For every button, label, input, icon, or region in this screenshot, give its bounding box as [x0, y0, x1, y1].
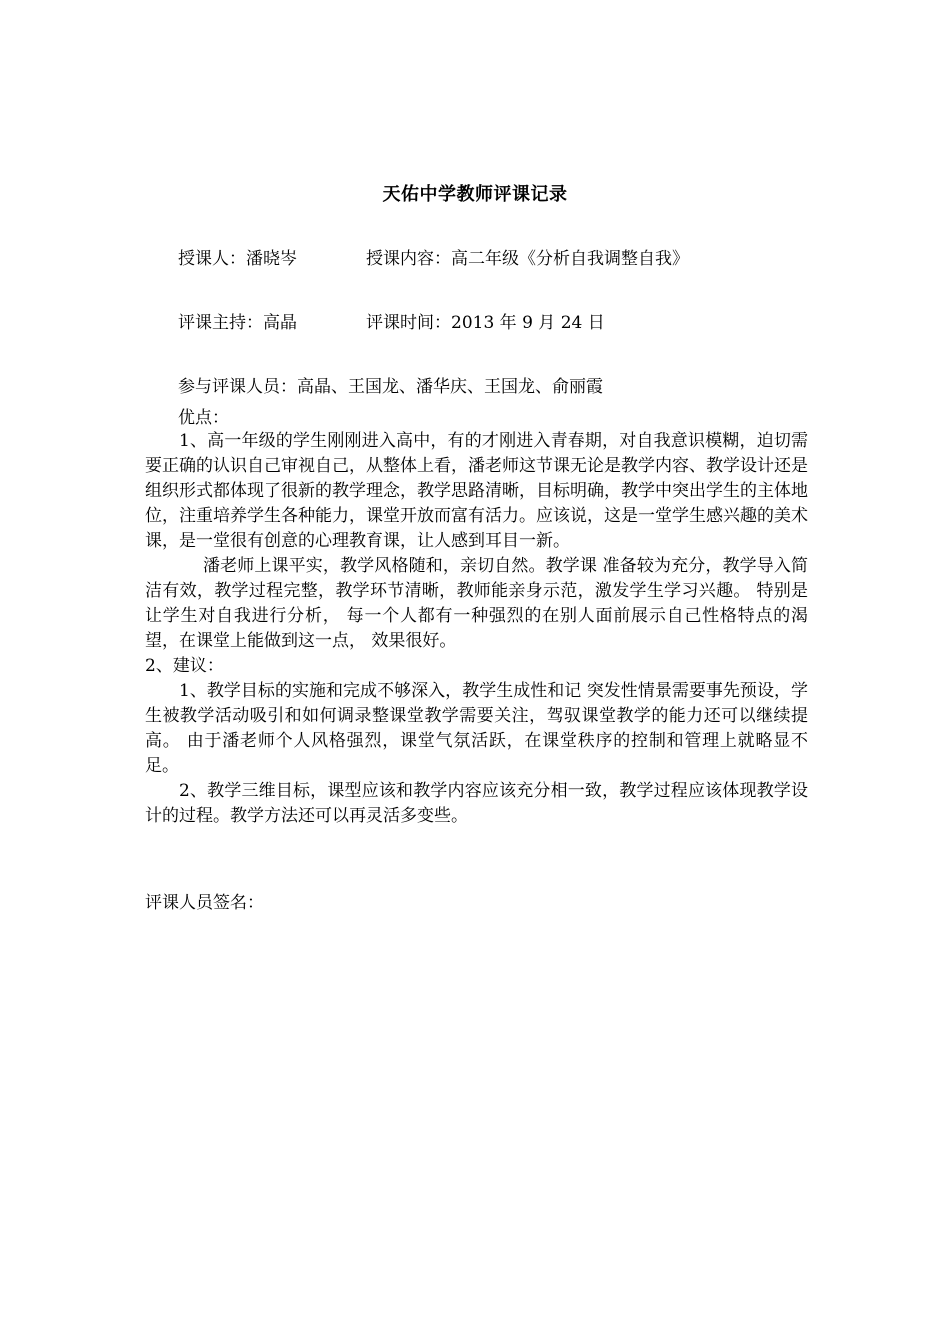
participants-label: 参与评课人员：高晶、王国龙、潘华庆、王国龙、俞丽霞	[178, 377, 603, 397]
host-label: 评课主持：高晶	[178, 313, 297, 333]
teacher-label: 授课人：潘晓岑	[178, 249, 297, 269]
strengths-heading: 优点：	[178, 408, 229, 428]
suggestions-paragraph-1: 1、教学目标的实施和完成不够深入，教学生成性和记 突发性情景需要事先预设，学生被教学活动吸引和如何调录整课堂教学需要关注，驾驭课堂教学的能力还可以继续提高。 由于潘老师个人风格强烈，课堂气氛活跃，在课堂秩序的控制和管理上就略显不足。	[145, 681, 808, 776]
signature-label: 评课人员签名：	[145, 893, 264, 913]
strengths-paragraph-1: 1、高一年级的学生刚刚进入高中，有的才刚进入青春期，对自我意识模糊，迫切需要正确的认识自己审视自己，从整体上看，潘老师这节课无论是教学内容、教学设计还是组织形式都体现了很新的教学理念，教学思路清晰，目标明确，教学中突出学生的主体地位，注重培养学生各种能力，课堂开放而富有活力。应该说，这是一堂学生感兴趣的美术课，是一堂很有创意的心理教育课，让人感到耳目一新。	[145, 431, 808, 551]
info-row-participants	[178, 372, 603, 397]
suggestions-paragraph-2: 2、教学三维目标，课型应该和教学内容应该充分相一致，教学过程应该体现教学设计的过程。教学方法还可以再灵活多变些。	[145, 781, 808, 826]
document-title: 天佑中学教师评课记录	[382, 184, 568, 205]
info-row-teacher	[178, 244, 689, 269]
content-label: 授课内容：高二年级《分析自我调整自我》	[366, 249, 689, 269]
strengths-paragraph-2: 潘老师上课平实，教学风格随和，亲切自然。教学课 准备较为充分，教学导入简洁有效，教学过程完整，教学环节清晰，教师能亲身示范，激发学生学习兴趣。 特别是让学生对自我进行分析， 每一个人都有一种强烈的在别人面前展示自己性格特点的渴望，在课堂上能做到这一点， 效果很好。	[145, 556, 808, 651]
review-body	[145, 429, 808, 829]
time-label: 评课时间：2013 年 9 月 24 日	[366, 313, 605, 333]
suggestions-heading: 2、建议：	[145, 656, 224, 676]
info-row-host	[178, 308, 605, 333]
